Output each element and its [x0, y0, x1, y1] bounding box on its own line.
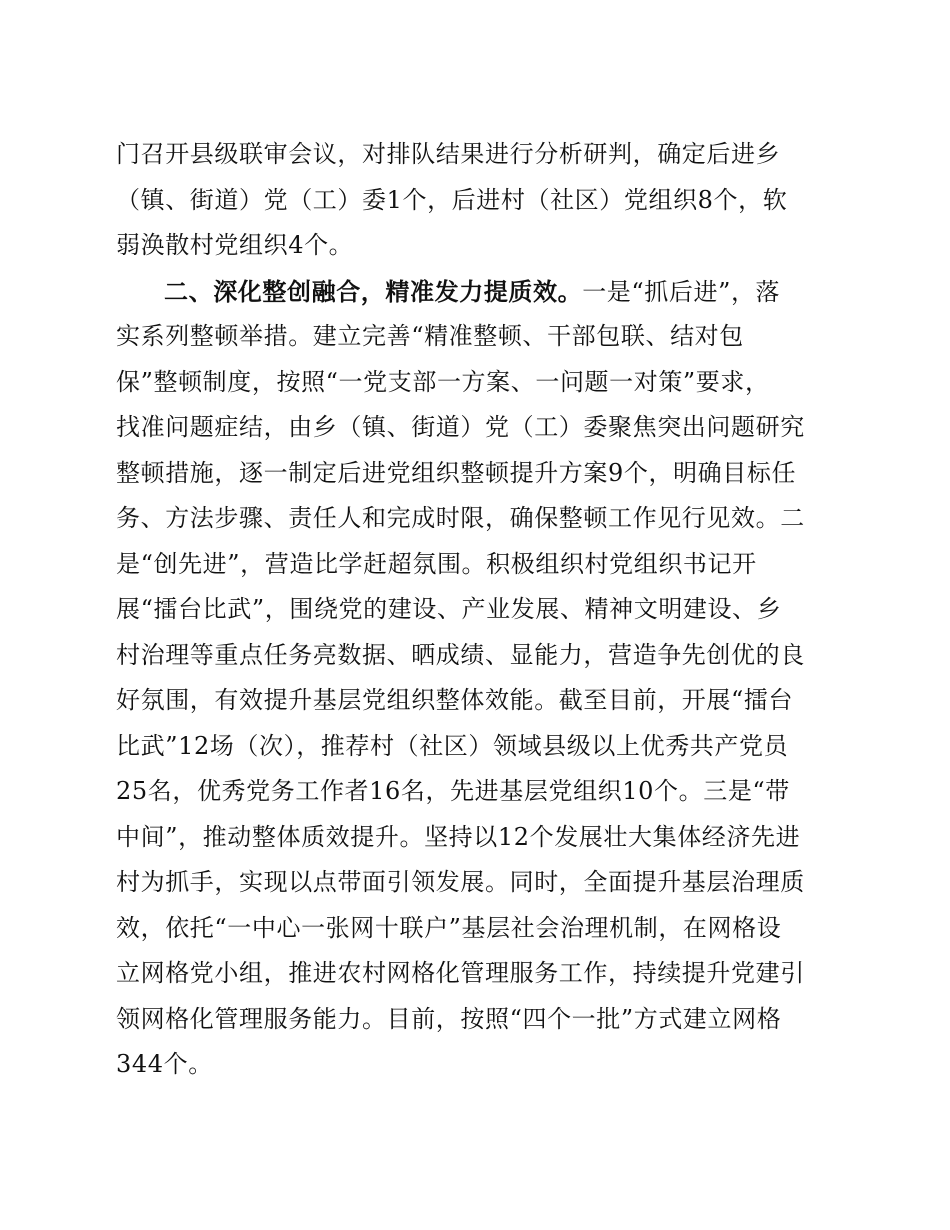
text-line — [116, 269, 826, 315]
text-line: 比武”12场（次），推荐村（社区）领域县级以上优秀共产党员 — [116, 731, 789, 760]
text-line: 领网格化管理服务能力。目前，按照“四个一批”方式建立网格 — [116, 1004, 782, 1033]
text-line: 弱涣散村党组织4个。 — [116, 231, 354, 259]
text-line: 村治理等重点任务亮数据、晒成绩、显能力，营造争先创优的良 — [116, 640, 805, 669]
text-span: 一是“抓后进”，落 — [582, 277, 781, 306]
text-line: 展“擂台比武”，围绕党的建设、产业发展、精神文明建设、乡 — [116, 595, 782, 623]
text-line: 门召开县级联审会议，对排队结果进行分析研判，确定后进乡 — [116, 140, 781, 168]
text-line: 务、方法步骤、责任人和完成时限，确保整顿工作见行见效。二 — [116, 504, 805, 532]
text-line: （镇、街道）党（工）委1个，后进村（社区）党组织8个，软 — [116, 185, 788, 214]
body-text — [116, 132, 826, 1088]
text-line: 立网格党小组，推进农村网格化管理服务工作，持续提升党建引 — [116, 959, 805, 987]
text-line: 是“创先进”，营造比学赶超氛围。积极组织村党组织书记开 — [116, 549, 757, 578]
text-line: 中间”，推动整体质效提升。坚持以12个发展壮大集体经济先进 — [116, 822, 801, 851]
text-line: 找准问题症结，由乡（镇、街道）党（工）委聚焦突出问题研究 — [116, 413, 805, 441]
section-heading: 二、深化整创融合，精准发力提质效。 — [164, 276, 583, 306]
text-line: 实系列整顿举措。建立完善“精准整顿、干部包联、结对包 — [116, 322, 744, 350]
text-line: 344个。 — [116, 1050, 213, 1078]
text-line: 村为抓手，实现以点带面引领发展。同时，全面提升基层治理质 — [116, 868, 805, 896]
text-line: 保”整顿制度，按照“一党支部一方案、一问题一对策”要求， — [116, 367, 770, 396]
text-line: 效，依托“一中心一张网十联户”基层社会治理机制，在网格设 — [116, 913, 782, 942]
text-line: 整顿措施，逐一制定后进党组织整顿提升方案9个，明确目标任 — [116, 458, 797, 487]
text-line: 好氛围，有效提升基层党组织整体效能。截至目前，开展“擂台 — [116, 686, 794, 714]
text-line: 25名，优秀党务工作者16名，先进基层党组织10个。三是“带 — [116, 777, 790, 805]
